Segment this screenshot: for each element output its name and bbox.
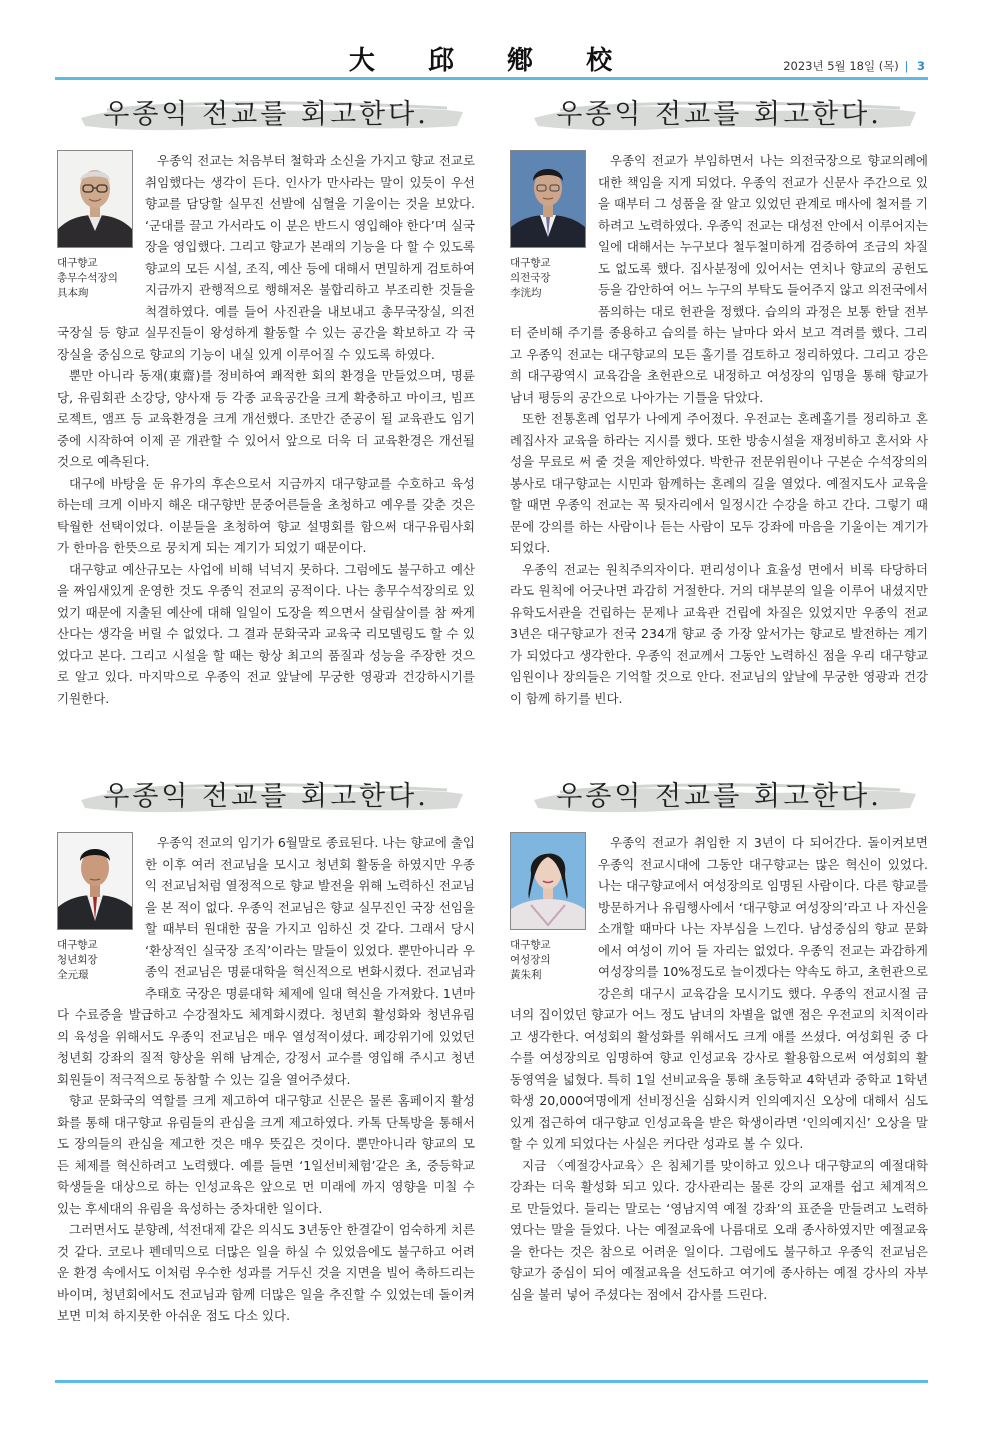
article-headline: [510, 90, 928, 140]
caption-name: 李洸均: [510, 287, 542, 299]
caption-org: 대구향교: [510, 257, 551, 269]
paragraph: 대구향교 예산규모는 사업에 비해 넉넉지 못하다. 그럼에도 불구하고 예산을 짜임새있게 운영한 것도 우종익 전교의 공적이다. 나는 총무수석장의로 있었기 때문에 지출된 예산에 대해 일일이 도장을 찍으면서 살림살이를 참 짜게 산다는 생각을 버릴 수 없었다. 그 결과 문화국과 교육국 리모델링도 할 수 있었다고 본다. 그리고 시설을 할 때는 항상 최고의 품질과 성능을 주장한 것으로 알고 있다. 마지막으로 우종익 전교 앞날에 무궁한 영광과 건강하시기를 기원한다.: [57, 561, 475, 706]
caption-org: 대구향교: [57, 257, 98, 269]
bottom-rule: [55, 1380, 928, 1383]
headline-text: 우종익 전교를 회고한다.: [556, 781, 882, 812]
paragraph: 우종익 전교는 원칙주의자이다. 편리성이나 효율성 면에서 비록 타당하더라도 원칙에 어긋나면 과감히 거절한다. 거의 대부분의 일을 이루어 내셨지만 유학도서관을 건립하는 문제나 교육관 건립에 차질은 있었지만 우종익 전교 3년은 대구향교가 전국 234개 향교 중 가장 앞서가는 향교로 발전하는 계기가 되었다고 생각한다. 우종익 전교께서 그동안 노력하신 점을 우리 대구향교 임원이나 장의들은 기억할 것으로 안다. 전교님의 앞날에 무궁한 영광과 건강이 함께 하기를 빈다.: [510, 561, 928, 706]
author-profile: [57, 150, 133, 301]
paragraph: 향교 문화국의 역할를 크게 제고하여 대구향교 신문은 물론 홈페이지 활성화를 통해 대구향교 유림들의 관심을 크게 제고하였다. 카톡 단톡방을 통해서도 장의들의 관심을 제고한 것은 매우 뜻깊은 것이다. 뿐만아니라 향교의 모든 체제를 혁신하려고 노력했다. 예를 들면 ‘1일선비체험’같은 초, 중등학교 학생들을 대상으로 하는 인성교육은 앞으로 먼 미래에 까지 영향을 미칠 수 있는 후세대의 유림을 육성하는 중차대한 일이다.: [57, 1093, 475, 1216]
issue-date-line: [783, 58, 925, 74]
caption-title: 청년회장: [57, 954, 98, 966]
article-2: [510, 90, 928, 709]
author-profile: [510, 832, 586, 983]
newspaper-title: 大 邱 鄕 校: [348, 46, 635, 76]
caption-name: 黃朱利: [510, 969, 542, 981]
author-caption: [57, 938, 133, 983]
author-photo: [510, 150, 586, 248]
author-caption: [510, 938, 586, 983]
caption-name: 全元璟: [57, 969, 89, 981]
article-3: [57, 772, 475, 1327]
paragraph: 대구에 바탕을 둔 유가의 후손으로서 지금까지 대구향교를 수호하고 육성하는데 크게 이바지 해온 대구향반 문중어른들을 초청하고 예우를 갖춘 것은 탁월한 선택이었다. 이분들을 초청하여 향교 설명회를 함으써 대구유림사회가 한마음 한뜻으로 뭉치게 되는 계기가 되었기 때문이다.: [57, 475, 475, 555]
article-headline: [57, 772, 475, 822]
paragraph: 우종익 전교는 처음부터 철학과 소신을 가지고 향교 전교로 취임했다는 생각이 든다. 인사가 만사라는 말이 있듯이 우선 향교를 담당할 실무진 선발에 심혈을 기울이는 것을 보았다. ‘군대를 끌고 가서라도 이 분은 반드시 영입해야 한다’며 실국장을 영입했다. 그리고 향교가 본래의 기능을 다 할 수 있도록 향교의 모든 시설, 조직, 예산 등에 대해서 면밀하게 검토하여 지금까지 관행적으로 행해져온 불합리하고 부조리한 것들을 척결하였다. 예를 들어 사진관을 내보내고 총무국장실, 의전국장실 등 향교 실무진들이 왕성하게 활동할 수 있는 공간을 확보하고 각 국장실을 중심으로 향교의 기능이 내실 있게 이루어질 수 있도록 하였다.: [57, 153, 475, 362]
paragraph: 뿐만 아니라 동재(東齋)를 정비하여 쾌적한 회의 환경을 만들었으며, 명륜당, 유림회관 소강당, 양사재 등 각종 교육공간을 크게 확충하고 마이크, 빔프로젝트, 앰프 등 교육환경을 크게 개선했다. 조만간 준공이 될 교육관도 임기 중에 시작하여 이제 곧 개관할 수 있어서 앞으로 더욱 더 교육환경은 개선될 것으로 예측된다.: [57, 368, 475, 469]
author-photo: [57, 150, 133, 248]
paragraph: 또한 전통혼례 업무가 나에게 주어졌다. 우전교는 혼례홀기를 정리하고 혼례집사자 교육을 하라는 지시를 했다. 또한 방송시설을 재정비하고 혼서와 사성을 무료로 써 줄 것을 제안하였다. 박한규 전문위원이나 구본순 수석장의의 봉사로 대구향교는 시민과 함께하는 혼례의 길을 열었다. 예절지도사 교육을 할 때면 우종익 전교는 꼭 뒷자리에서 일정시간 수강을 하고 간다. 그렇기 때문에 강의를 하는 사람이나 듣는 사람이 모두 강좌에 마음을 기울이는 계기가 되었다.: [510, 411, 928, 555]
paragraph: 그러면서도 분향례, 석전대제 같은 의식도 3년동안 한결같이 엄숙하게 치른 것 같다. 코로나 펜데믹으로 더많은 일을 하실 수 있었음에도 불구하고 어려운 환경 속에서도 이처럼 우수한 성과를 거두신 것을 지면을 빌어 축하드리는 바이며, 청년회에서도 전교님과 함께 더많은 일을 추진할 수 있었는데 돌이켜보면 미쳐 하지못한 아쉬운 점도 다소 있다.: [57, 1222, 475, 1323]
author-profile: [57, 832, 133, 983]
masthead: [0, 0, 983, 75]
separator-bar: |: [904, 59, 909, 73]
article-headline: [57, 90, 475, 140]
caption-title: 여성장의: [510, 954, 551, 966]
author-caption: [510, 256, 586, 301]
headline-text: 우종익 전교를 회고한다.: [103, 781, 429, 812]
caption-title: 총무수석장의: [57, 272, 118, 284]
paragraph: 우종익 전교의 임기가 6월말로 종료된다. 나는 향교에 출입한 이후 여러 전교님을 모시고 청년회 활동을 하였지만 우종익 전교님처럼 열정적으로 향교 발전을 위해 노력하신 전교님을 본 적이 없다. 우종익 전교님은 향교 실무진인 국장 선임을 할 때부터 원대한 꿈을 가지고 임하신 것 같다. 그래서 당시 ‘환상적인 실국장 조직’이라는 말들이 있었다. 뿐만아니라 우종익 전교님은 명륜대학을 혁신적으로 변화시켰다. 전교님과 추태호 국장은 명륜대학 체제에 일대 혁신을 가져왔다. 1년마다 수료증을 발급하고 수강절차도 체계화시켰다. 청년회 활성화와 청년유림의 육성을 위해서도 우종익 전교님은 매우 열성적이셨다. 폐강위기에 있었던 청년회 강좌의 질적 향상을 위해 남계순, 강정서 교수를 영입해 주시고 청년회원들이 적극적으로 동참할 수 있는 길을 열어주셨다.: [57, 835, 475, 1087]
paragraph: 우종익 전교가 취임한 지 3년이 다 되어간다. 돌이켜보면 우종익 전교시대에 그동안 대구향교는 많은 혁신이 있었다. 나는 대구향교에서 여성장의로 임명된 사람이다. 다른 향교를 방문하거나 유림행사에서 ‘대구향교 여성장의’라고 나 자신을 소개할 때마다 나는 자부심을 느낀다. 남성중심의 향교 문화에서 여성이 끼어 들 자리는 없었다. 우종익 전교는 과감하게 여성장의를 10%정도로 늘이겠다는 약속도 하고, 초헌관으로 강은희 대구시 교육감을 모시기도 했다. 우종익 전교시절 금녀의 집이었던 향교가 어느 정도 남녀의 차별을 없앤 점은 우전교의 치적이라고 생각한다. 여성회의 활성화를 위해서도 크게 애를 쓰셨다. 여성회원 중 다수를 여성장의로 임명하여 향교 인성교육 강사로 활용함으로써 여성회의 활동영역을 넓혔다. 특히 1일 선비교육을 통해 초등학교 4학년과 중학교 1학년 학생 20,000여명에게 선비정신을 심화시켜 인의예지신 오상에 대해서 심도 있게 접근하여 대구향교 인성교육을 받은 학생이라면 ‘인의예지신’ 오상을 말할 수 있게 되었다는 사실은 커다란 성과로 볼 수 있다.: [510, 835, 928, 1151]
issue-date: 2023년 5월 18일 (목): [783, 59, 899, 73]
author-photo: [57, 832, 133, 930]
caption-org: 대구향교: [510, 939, 551, 951]
caption-title: 의전국장: [510, 272, 551, 284]
headline-text: 우종익 전교를 회고한다.: [103, 99, 429, 130]
article-headline: [510, 772, 928, 822]
author-photo: [510, 832, 586, 930]
headline-text: 우종익 전교를 회고한다.: [556, 99, 882, 130]
article-4: [510, 772, 928, 1305]
paragraph: 우종익 전교가 부임하면서 나는 의전국장으로 향교의례에 대한 책임을 지게 되었다. 우종익 전교가 신문사 주간으로 있을 때부터 그 성품을 잘 알고 있었던 관계로 매사에 철저를 기하려고 노력하였다. 우종익 전교는 대성전 안에서 이루어지는 일에 대해서는 누구보다 철두철미하게 검증하여 조금의 차질도 없도록 했다. 집사분정에 있어서는 연치나 향교의 공헌도 등을 감안하여 어느 누구의 부탁도 들어주지 않고 의전국에서 품의하는 대로 헌관을 정했다. 습의의 과정은 보통 한달 전부터 준비해 주기를 종용하고 습의를 하는 날마다 와서 보고 격려를 했다. 그리고 우종익 전교는 대구향교의 모든 홀기를 검토하고 정리하였다. 그리고 강은희 대구광역시 교육감을 초헌관으로 내정하고 여성장의 임명을 통해 향교가 남녀 평등의 공간으로 나아가는 기틀을 닦았다.: [510, 153, 928, 405]
caption-name: 具本珣: [57, 287, 89, 299]
paragraph: 지금 〈예절강사교육〉은 침체기를 맞이하고 있으나 대구향교의 예절대학 강좌는 더욱 활성화 되고 있다. 강사관리는 물론 강의 교재를 쉽고 체계적으로 만들었다. 들리는 말로는 ‘영남지역 예절 강좌’의 표준을 만들려고 노력하였다는 말을 들었다. 나는 예절교육에 나름대로 오래 종사하였지만 예절교육을 한다는 것은 참으로 어려운 일이다. 그럼에도 불구하고 우종익 전교님은 향교가 중심이 되어 예절교육을 선도하고 여기에 종사하는 예절 강사의 자부심을 불러 넣어 주셨다는 점에서 감사를 드린다.: [510, 1157, 928, 1302]
article-1: [57, 90, 475, 709]
author-profile: [510, 150, 586, 301]
caption-org: 대구향교: [57, 939, 98, 951]
author-caption: [57, 256, 133, 301]
page-number: 3: [916, 59, 925, 73]
top-rule: [55, 77, 928, 80]
